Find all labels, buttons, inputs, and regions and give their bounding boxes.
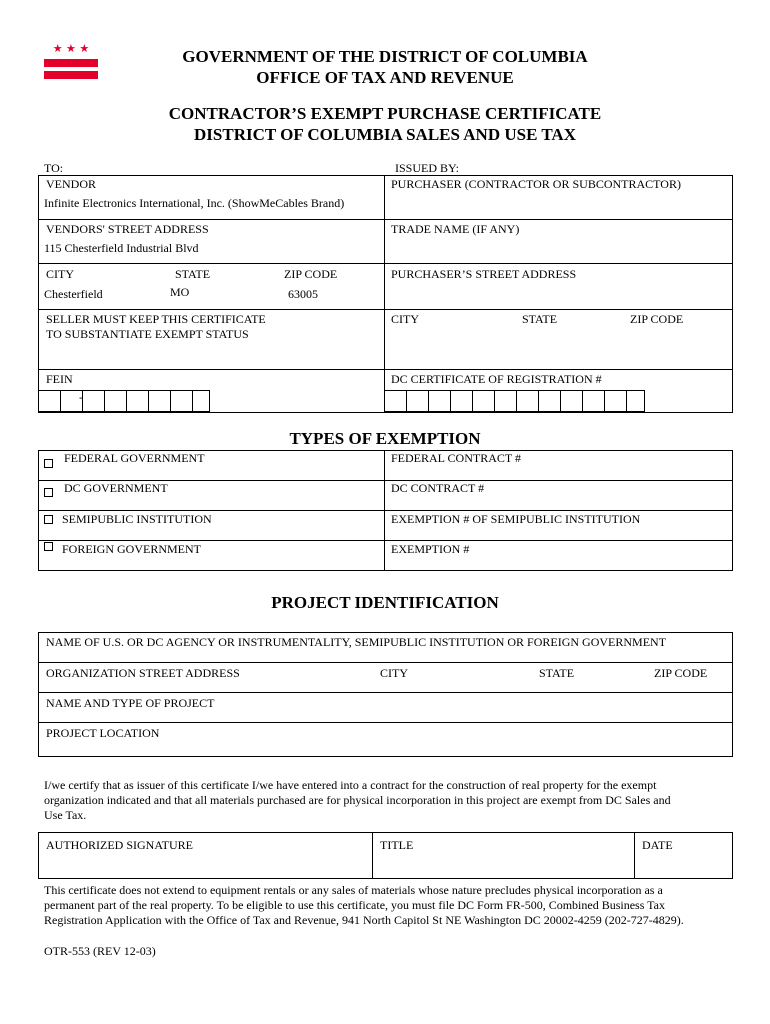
fein-label: FEIN (46, 372, 73, 386)
registration-digit-cell[interactable] (604, 390, 627, 412)
purchaser-zip-label: ZIP CODE (630, 312, 684, 326)
vendor-street-field[interactable]: 115 Chesterfield Industrial Blvd (44, 241, 199, 255)
vendor-city-field[interactable]: Chesterfield (44, 287, 103, 301)
flag-stars: ★ ★ ★ (52, 42, 90, 55)
registration-digit-cell[interactable] (582, 390, 605, 412)
title-label: TITLE (380, 838, 414, 852)
row-line (38, 369, 733, 370)
purchaser-street-label: PURCHASER’S STREET ADDRESS (391, 267, 577, 281)
certify-text-line2: organization indicated and that all materials purchased are for physical incorporation in this project are exempt from DC Sales and (44, 793, 671, 807)
project-location-label: PROJECT LOCATION (46, 726, 160, 740)
certify-text-line3: Use Tax. (44, 808, 87, 822)
footer-note-line2: permanent part of the real property. To be eligible to use this certificate, you must file DC Form FR-500, Combined Business Tax (44, 898, 665, 912)
semipublic-institution-label: SEMIPUBLIC INSTITUTION (62, 512, 212, 526)
fein-digit-cell[interactable] (38, 390, 61, 412)
fein-digit-cell[interactable] (104, 390, 127, 412)
vendor-zip-field[interactable]: 63005 (288, 287, 318, 301)
row-line (38, 692, 733, 693)
trade-name-label: TRADE NAME (IF ANY) (391, 222, 520, 236)
header-office: OFFICE OF TAX AND REVENUE (256, 68, 514, 87)
fein-digit-cell[interactable] (192, 390, 210, 412)
row-line (38, 510, 733, 511)
signature-divider (634, 832, 635, 879)
fein-digit-cell[interactable] (82, 390, 105, 412)
registration-digit-cell[interactable] (516, 390, 539, 412)
project-name-type-label: NAME AND TYPE OF PROJECT (46, 696, 215, 710)
registration-digit-cell[interactable] (384, 390, 407, 412)
dc-certificate-label: DC CERTIFICATE OF REGISTRATION # (391, 372, 602, 386)
vendor-state-field[interactable]: MO (170, 285, 190, 299)
registration-digit-cell[interactable] (428, 390, 451, 412)
exemption-number-label: EXEMPTION # (391, 542, 470, 556)
registration-digit-cell[interactable] (538, 390, 561, 412)
fein-digit-cell[interactable] (148, 390, 171, 412)
federal-government-label: FEDERAL GOVERNMENT (64, 451, 205, 465)
parties-divider (384, 175, 385, 413)
purchaser-city-label: CITY (391, 312, 419, 326)
footer-note-line3: Registration Application with the Office of Tax and Revenue, 941 North Capitol St NE Washington DC 20002-4259 (202-727-4829). (44, 913, 684, 927)
vendor-state-label: STATE (175, 267, 211, 281)
vendor-city-label: CITY (46, 267, 74, 281)
purchaser-label: PURCHASER (CONTRACTOR OR SUBCONTRACTOR) (391, 177, 681, 191)
fein-dash: - (79, 390, 83, 404)
to-label: TO: (44, 161, 64, 175)
row-line (38, 540, 733, 541)
registration-digit-cell[interactable] (472, 390, 495, 412)
header-tax-title: DISTRICT OF COLUMBIA SALES AND USE TAX (194, 125, 576, 144)
agency-name-label: NAME OF U.S. OR DC AGENCY OR INSTRUMENTALITY, SEMIPUBLIC INSTITUTION OR FOREIGN GOVERNMENT (46, 635, 667, 649)
federal-contract-label: FEDERAL CONTRACT # (391, 451, 522, 465)
row-line (38, 309, 733, 310)
header-certificate-title: CONTRACTOR’S EXEMPT PURCHASE CERTIFICATE (168, 104, 602, 123)
seller-note-line2: TO SUBSTANTIATE EXEMPT STATUS (46, 327, 249, 341)
registration-digit-cell[interactable] (406, 390, 429, 412)
org-zip-label: ZIP CODE (654, 666, 708, 680)
foreign-government-checkbox[interactable] (44, 542, 53, 551)
footer-note-line1: This certificate does not extend to equipment rentals or any sales of materials whose nature precludes physical incorporation as a (44, 883, 663, 897)
seller-note-line1: SELLER MUST KEEP THIS CERTIFICATE (46, 312, 266, 326)
purchaser-state-label: STATE (522, 312, 558, 326)
dc-contract-label: DC CONTRACT # (391, 481, 485, 495)
header-government: GOVERNMENT OF THE DISTRICT OF COLUMBIA (182, 47, 588, 66)
org-street-label: ORGANIZATION STREET ADDRESS (46, 666, 240, 680)
fein-digit-cell[interactable] (170, 390, 193, 412)
foreign-government-label: FOREIGN GOVERNMENT (62, 542, 201, 556)
row-line (38, 263, 733, 264)
vendor-street-label: VENDORS' STREET ADDRESS (46, 222, 209, 236)
vendor-zip-label: ZIP CODE (284, 267, 338, 281)
vendor-label: VENDOR (46, 177, 96, 191)
dc-government-label: DC GOVERNMENT (64, 481, 168, 495)
org-city-label: CITY (380, 666, 408, 680)
row-line (38, 662, 733, 663)
project-title: PROJECT IDENTIFICATION (271, 593, 499, 612)
org-state-label: STATE (539, 666, 575, 680)
signature-divider (372, 832, 373, 879)
registration-digit-cell[interactable] (450, 390, 473, 412)
dc-government-checkbox[interactable] (44, 488, 53, 497)
semipublic-exemption-label: EXEMPTION # OF SEMIPUBLIC INSTITUTION (391, 512, 641, 526)
exemption-title: TYPES OF EXEMPTION (289, 429, 481, 448)
vendor-name-field[interactable]: Infinite Electronics International, Inc. (ShowMeCables Brand) (44, 196, 345, 210)
issued-by-label: ISSUED BY: (395, 161, 459, 175)
federal-government-checkbox[interactable] (44, 459, 53, 468)
row-line (38, 722, 733, 723)
parties-section (38, 175, 733, 413)
registration-digit-cell[interactable] (494, 390, 517, 412)
semipublic-institution-checkbox[interactable] (44, 515, 53, 524)
row-line (38, 219, 733, 220)
registration-digit-cell[interactable] (626, 390, 645, 412)
registration-digit-cell[interactable] (560, 390, 583, 412)
authorized-signature-label: AUTHORIZED SIGNATURE (46, 838, 193, 852)
date-label: DATE (642, 838, 673, 852)
certify-text-line1: I/we certify that as issuer of this certificate I/we have entered into a contract for the construction of real property for the exempt (44, 778, 657, 792)
fein-digit-cell[interactable] (126, 390, 149, 412)
form-id: OTR-553 (REV 12-03) (44, 944, 156, 958)
